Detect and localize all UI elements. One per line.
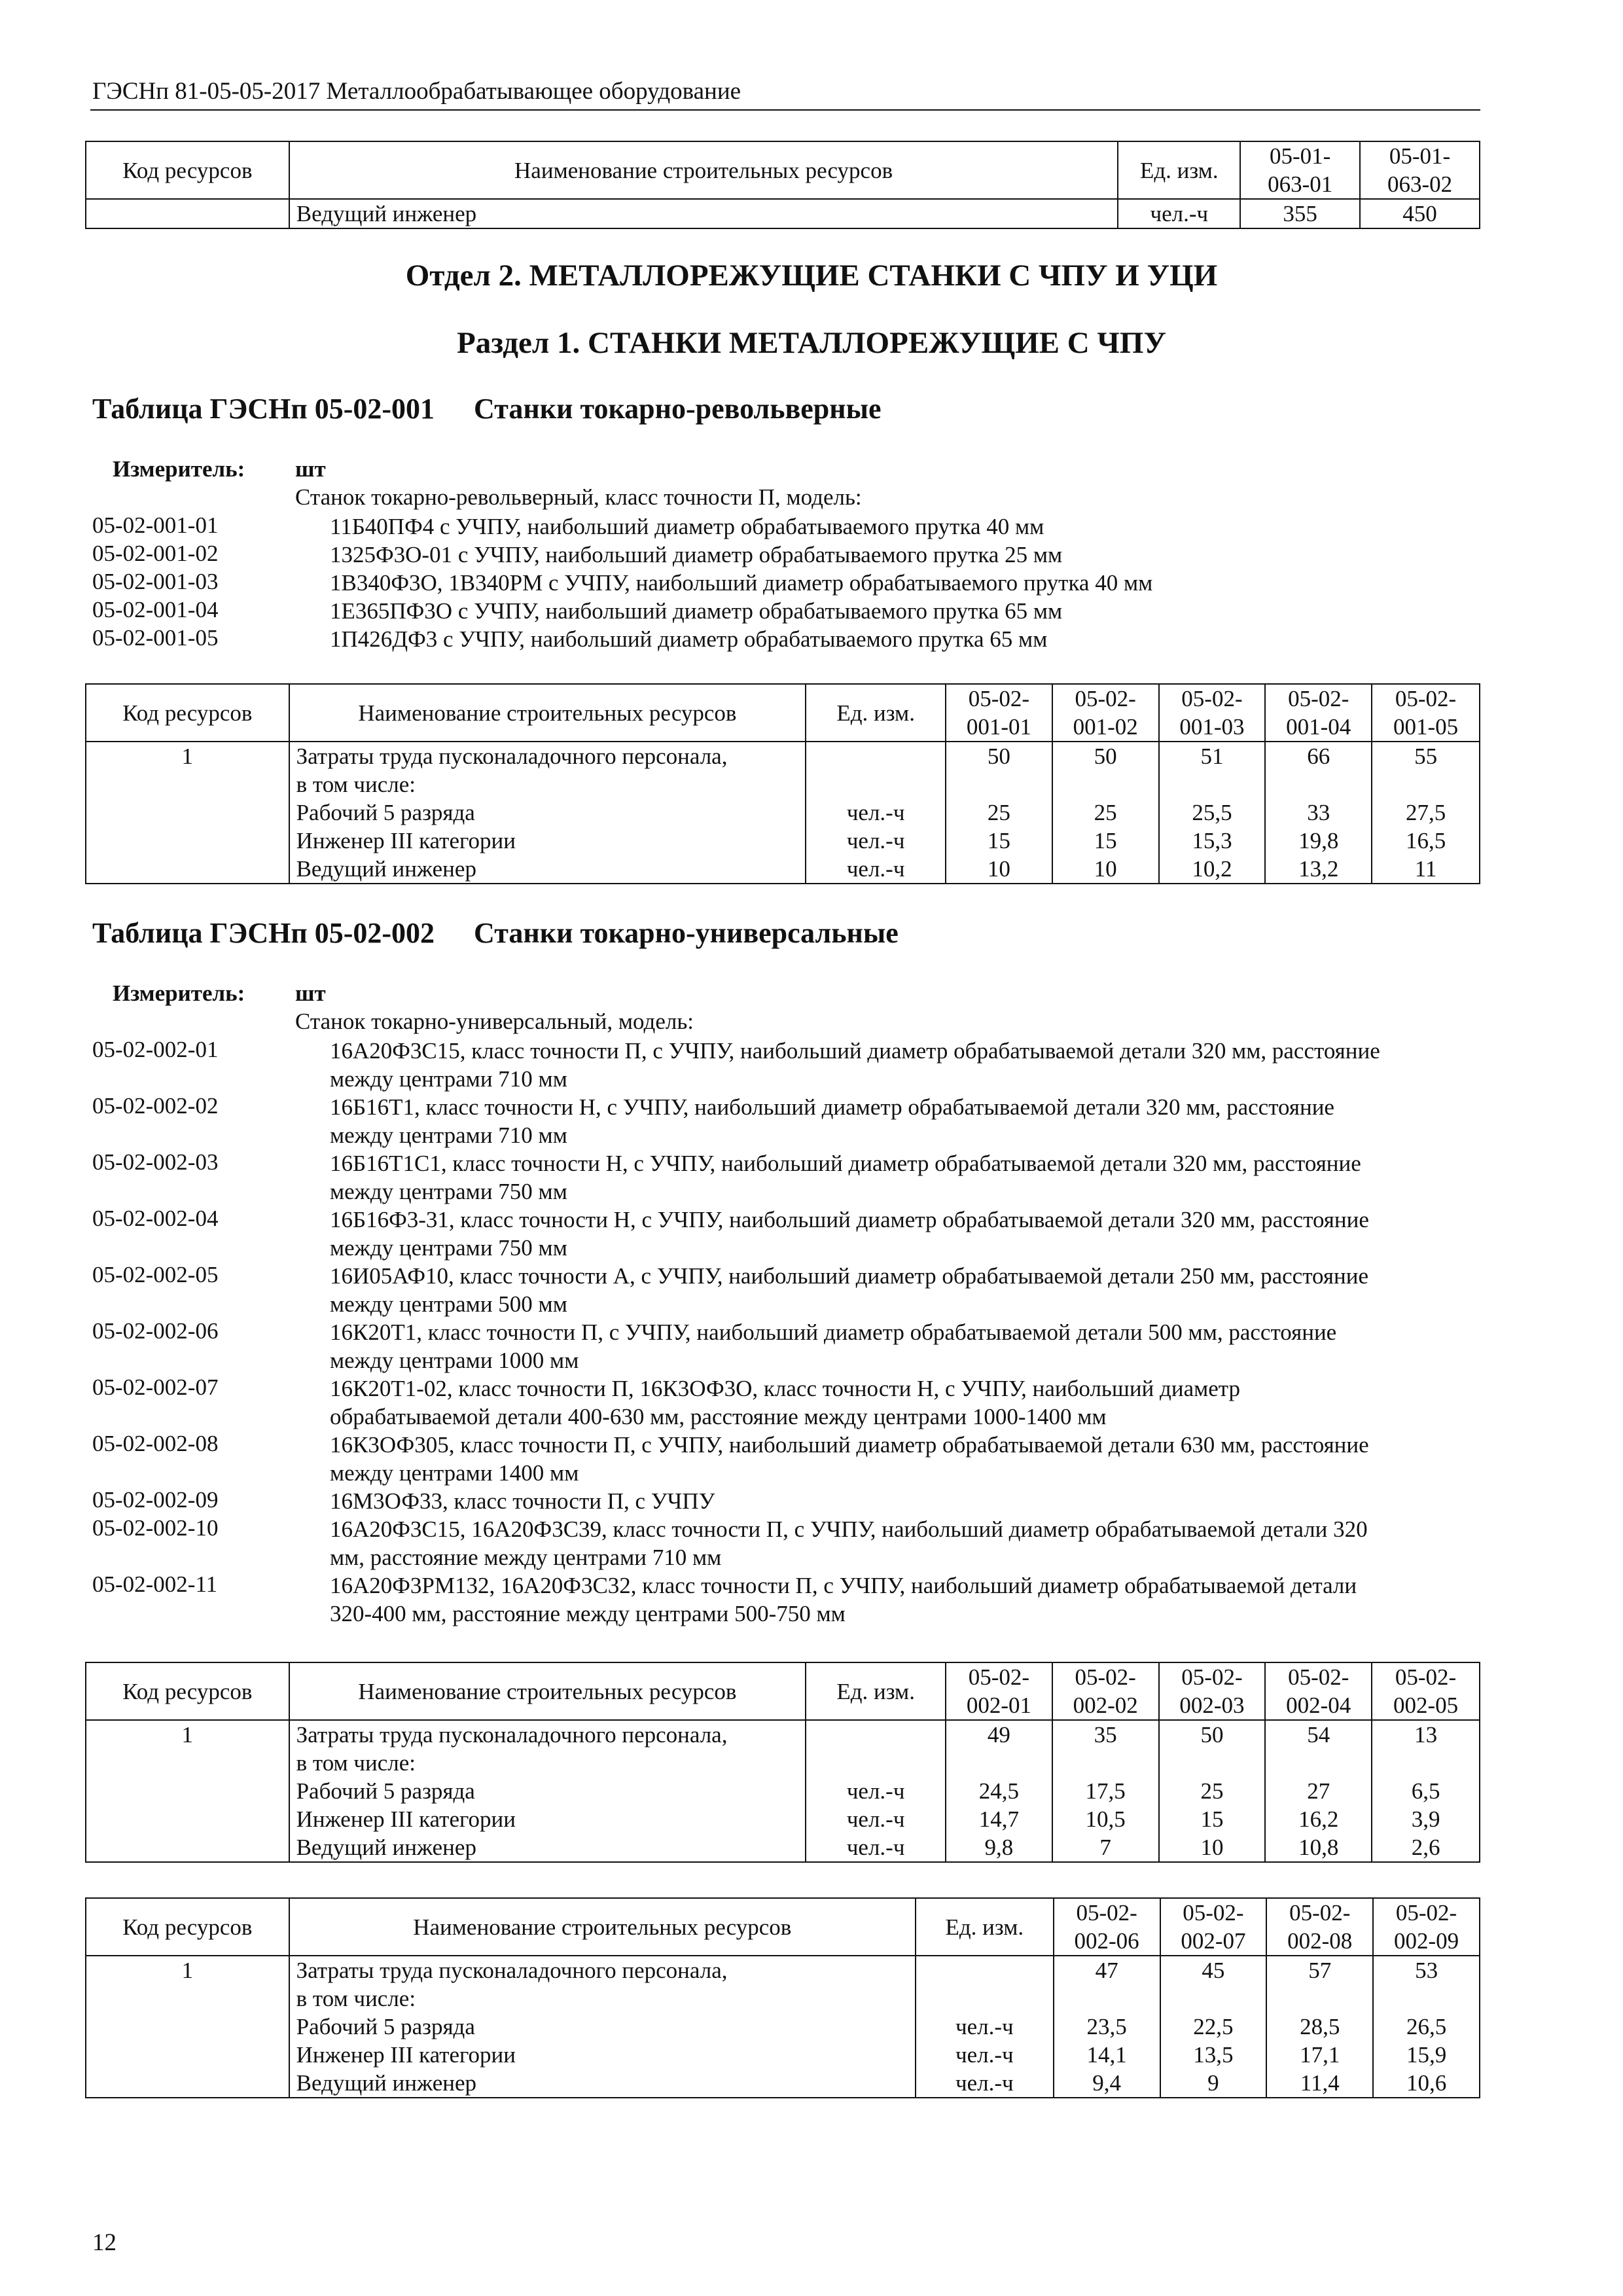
cell-values: 66 33 19,8 13,2 <box>1265 742 1372 884</box>
table-name: Станки токарно-универсальные <box>474 917 899 949</box>
th-name: Наименование строительных ресурсов <box>289 1898 916 1956</box>
item-code: 05-02-001-04 <box>92 597 219 622</box>
th-code: Код ресурсов <box>86 1662 289 1720</box>
cell-values: 47 23,5 14,1 9,4 <box>1054 1956 1160 2098</box>
cell-values: 50 25 15 10 <box>1159 1720 1266 1862</box>
cell-code <box>86 199 289 228</box>
cell-name: Ведущий инженер <box>289 199 1118 228</box>
th-col: 05-02- 001-01 <box>946 684 1052 742</box>
th-code: Код ресурсов <box>86 684 289 742</box>
table-title <box>92 392 881 425</box>
item-description: между центрами 1400 мм <box>330 1460 579 1486</box>
th-col: 05-02- 002-09 <box>1373 1898 1480 1956</box>
item-description: 16М3ОФ33, класс точности П, с УЧПУ <box>330 1488 715 1514</box>
item-description: 16К20Т1, класс точности П, с УЧПУ, наибольший диаметр обрабатываемой детали 500 мм, расстояние <box>330 1319 1337 1345</box>
item-code: 05-02-001-05 <box>92 625 219 651</box>
th-col: 05-02- 002-01 <box>946 1662 1052 1720</box>
item-description: 16К20Т1-02, класс точности П, 16К3ОФ3О, класс точности Н, с УЧПУ, наибольший диаметр <box>330 1376 1241 1401</box>
item-code: 05-02-002-09 <box>92 1487 219 1513</box>
item-description: 16Б16Т1С1, класс точности Н, с УЧПУ, наибольший диаметр обрабатываемой детали 320 мм, расстояние <box>330 1151 1361 1176</box>
item-description: мм, расстояние между центрами 710 мм <box>330 1545 722 1570</box>
top-table <box>85 141 1480 229</box>
cell-values: 50 25 15 10 <box>1052 742 1159 884</box>
th-col: 05-02- 001-03 <box>1159 684 1266 742</box>
item-code: 05-02-002-05 <box>92 1262 219 1287</box>
item-description: между центрами 1000 мм <box>330 1348 579 1373</box>
th-col: 05-02- 002-03 <box>1159 1662 1266 1720</box>
measure-label: Измеритель: <box>113 980 245 1006</box>
table-id: Таблица ГЭСНп 05-02-002 <box>92 917 435 949</box>
measure-value: шт <box>295 980 326 1006</box>
cell-values: 51 25,5 15,3 10,2 <box>1159 742 1266 884</box>
table-id: Таблица ГЭСНп 05-02-001 <box>92 393 435 425</box>
cell-values: 35 17,5 10,5 7 <box>1052 1720 1159 1862</box>
models-intro: Станок токарно-револьверный, класс точности П, модель: <box>295 484 862 510</box>
th-col: 05-02- 002-05 <box>1372 1662 1480 1720</box>
cell-values: 57 28,5 17,1 11,4 <box>1266 1956 1373 2098</box>
th-col: 05-02- 001-05 <box>1372 684 1480 742</box>
cell-value: 355 <box>1240 199 1360 228</box>
cell-unit: чел.-ч <box>1118 199 1240 228</box>
resource-table <box>85 1897 1480 2098</box>
item-code: 05-02-002-03 <box>92 1149 219 1175</box>
item-description: 11Б40ПФ4 с УЧПУ, наибольший диаметр обрабатываемого прутка 40 мм <box>330 514 1044 539</box>
item-code: 05-02-002-11 <box>92 1571 218 1597</box>
measure-label: Измеритель: <box>113 456 245 482</box>
item-description: 1Е365ПФ3О с УЧПУ, наибольший диаметр обрабатываемого прутка 65 мм <box>330 598 1063 624</box>
item-code: 05-02-002-01 <box>92 1037 219 1062</box>
item-code: 05-02-001-03 <box>92 569 219 594</box>
cell-value: 450 <box>1360 199 1480 228</box>
th-col: 05-01- 063-02 <box>1360 141 1480 199</box>
measure-value: шт <box>295 456 326 482</box>
th-col: 05-02- 002-06 <box>1054 1898 1160 1956</box>
cell-values: 54 27 16,2 10,8 <box>1265 1720 1372 1862</box>
item-code: 05-02-001-01 <box>92 512 219 538</box>
th-col: 05-02- 002-04 <box>1265 1662 1372 1720</box>
item-description: 1325Ф3О-01 с УЧПУ, наибольший диаметр обрабатываемого прутка 25 мм <box>330 542 1063 567</box>
cell-code: 1 <box>86 742 289 884</box>
cell-values: 50 25 15 10 <box>946 742 1052 884</box>
cell-names: Затраты труда пусконаладочного персонала, в том числе: Рабочий 5 разряда Инженер III категории Ведущий инженер <box>289 1956 916 2098</box>
cell-values: 13 6,5 3,9 2,6 <box>1372 1720 1480 1862</box>
item-description: 16А20Ф3С15, 16А20Ф3С39, класс точности П, с УЧПУ, наибольший диаметр обрабатываемой детали 320 <box>330 1516 1368 1542</box>
th-code: Код ресурсов <box>86 141 289 199</box>
item-description: 16К3ОФ305, класс точности П, с УЧПУ, наибольший диаметр обрабатываемой детали 630 мм, расстояние <box>330 1432 1369 1458</box>
th-name: Наименование строительных ресурсов <box>289 1662 806 1720</box>
cell-code: 1 <box>86 1956 289 2098</box>
section-title: Раздел 1. СТАНКИ МЕТАЛЛОРЕЖУЩИЕ С ЧПУ <box>457 326 1166 360</box>
item-description: между центрами 750 мм <box>330 1179 567 1204</box>
cell-units: чел.-ч чел.-ч чел.-ч <box>806 1720 946 1862</box>
item-code: 05-02-002-08 <box>92 1431 219 1456</box>
item-description: 16А20Ф3РМ132, 16А20Ф3С32, класс точности П, с УЧПУ, наибольший диаметр обрабатываемой детали <box>330 1573 1357 1598</box>
th-unit: Ед. изм. <box>806 684 946 742</box>
item-description: между центрами 500 мм <box>330 1291 567 1317</box>
dept-title: Отдел 2. МЕТАЛЛОРЕЖУЩИЕ СТАНКИ С ЧПУ И УЦИ <box>405 259 1218 293</box>
th-unit: Ед. изм. <box>916 1898 1054 1956</box>
table-title <box>92 916 899 950</box>
th-col: 05-02- 002-08 <box>1266 1898 1373 1956</box>
cell-code: 1 <box>86 1720 289 1862</box>
item-code: 05-02-002-04 <box>92 1206 219 1231</box>
item-description: 1В340Ф3О, 1В340РМ с УЧПУ, наибольший диаметр обрабатываемого прутка 40 мм <box>330 570 1153 596</box>
th-unit: Ед. изм. <box>1118 141 1240 199</box>
page-number: 12 <box>92 2229 116 2256</box>
cell-values: 45 22,5 13,5 9 <box>1160 1956 1267 2098</box>
item-code: 05-02-002-07 <box>92 1374 219 1400</box>
th-name: Наименование строительных ресурсов <box>289 684 806 742</box>
th-col: 05-02- 001-04 <box>1265 684 1372 742</box>
item-description: между центрами 710 мм <box>330 1066 567 1092</box>
item-description: между центрами 750 мм <box>330 1235 567 1261</box>
item-description: между центрами 710 мм <box>330 1122 567 1148</box>
th-code: Код ресурсов <box>86 1898 289 1956</box>
item-description: обрабатываемой детали 400-630 мм, расстояние между центрами 1000-1400 мм <box>330 1404 1107 1429</box>
item-description: 16А20Ф3С15, класс точности П, с УЧПУ, наибольший диаметр обрабатываемой детали 320 мм, расстояние <box>330 1038 1380 1064</box>
item-description: 1П426ДФ3 с УЧПУ, наибольший диаметр обрабатываемого прутка 65 мм <box>330 626 1048 652</box>
item-code: 05-02-002-06 <box>92 1318 219 1344</box>
th-unit: Ед. изм. <box>806 1662 946 1720</box>
cell-values: 55 27,5 16,5 11 <box>1372 742 1480 884</box>
cell-units: чел.-ч чел.-ч чел.-ч <box>916 1956 1054 2098</box>
item-code: 05-02-001-02 <box>92 541 219 566</box>
item-description: 320-400 мм, расстояние между центрами 500-750 мм <box>330 1601 846 1626</box>
resource-table <box>85 1662 1480 1863</box>
table-name: Станки токарно-револьверные <box>474 393 882 425</box>
item-code: 05-02-002-02 <box>92 1093 219 1119</box>
cell-units: чел.-ч чел.-ч чел.-ч <box>806 742 946 884</box>
th-col: 05-01- 063-01 <box>1240 141 1360 199</box>
item-description: 16Б16Ф3-31, класс точности Н, с УЧПУ, наибольший диаметр обрабатываемой детали 320 мм, расстояние <box>330 1207 1369 1232</box>
item-description: 16Б16Т1, класс точности Н, с УЧПУ, наибольший диаметр обрабатываемой детали 320 мм, расстояние <box>330 1094 1334 1120</box>
models-intro: Станок токарно-универсальный, модель: <box>295 1009 694 1034</box>
item-description: 16И05АФ10, класс точности А, с УЧПУ, наибольший диаметр обрабатываемой детали 250 мм, расстояние <box>330 1263 1368 1289</box>
th-name: Наименование строительных ресурсов <box>289 141 1118 199</box>
cell-names: Затраты труда пусконаладочного персонала, в том числе: Рабочий 5 разряда Инженер III категории Ведущий инженер <box>289 742 806 884</box>
running-head: ГЭСНп 81-05-05-2017 Металлообрабатывающее оборудование <box>92 78 741 105</box>
cell-values: 53 26,5 15,9 10,6 <box>1373 1956 1480 2098</box>
th-col: 05-02- 001-02 <box>1052 684 1159 742</box>
th-col: 05-02- 002-07 <box>1160 1898 1267 1956</box>
header-rule <box>90 109 1480 111</box>
cell-names: Затраты труда пусконаладочного персонала, в том числе: Рабочий 5 разряда Инженер III категории Ведущий инженер <box>289 1720 806 1862</box>
cell-values: 49 24,5 14,7 9,8 <box>946 1720 1052 1862</box>
item-code: 05-02-002-10 <box>92 1515 219 1541</box>
resource-table <box>85 683 1480 884</box>
th-col: 05-02- 002-02 <box>1052 1662 1159 1720</box>
